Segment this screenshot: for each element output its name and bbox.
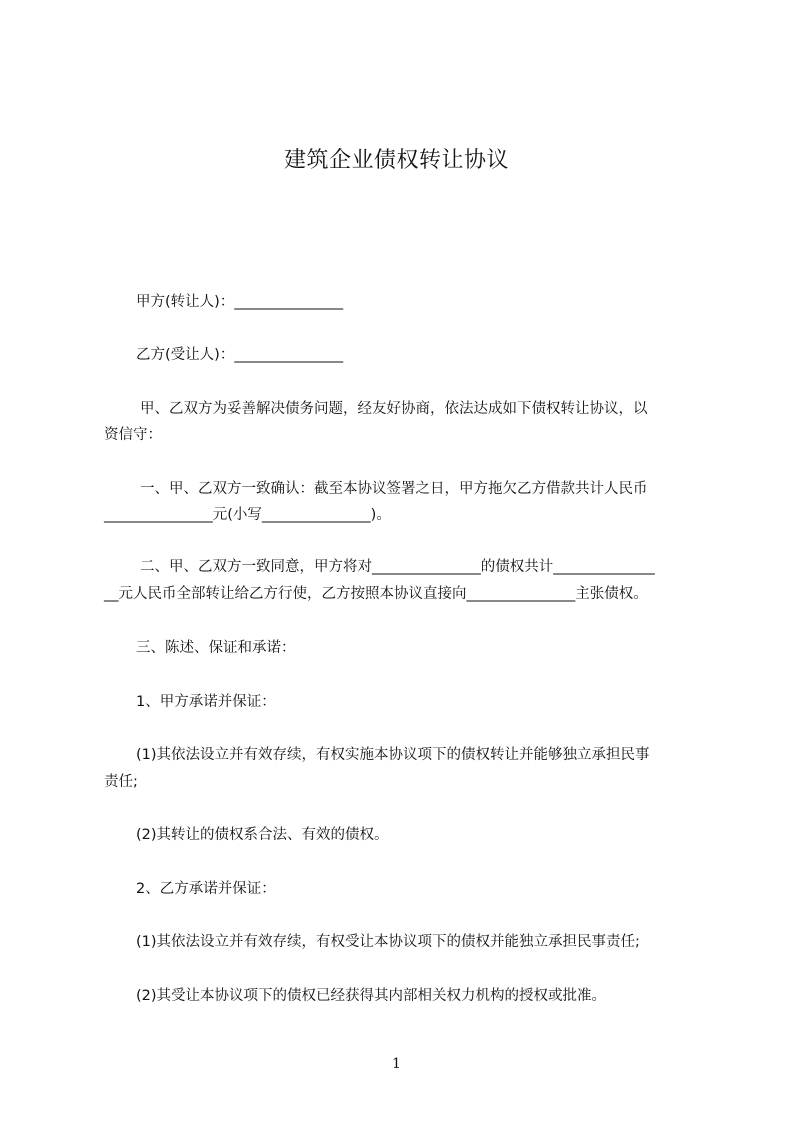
clause-2-line-2: __元人民币全部转让给乙方行使，乙方按照本协议直接向_______________主张债权。 [104,586,648,602]
subsection-1-item-2: (2)其转让的债权系合法、有效的债权。 [136,827,389,843]
page-number: 1 [392,1056,401,1072]
party-a-line: 甲方(转让人)：_______________ [136,294,344,310]
intro-paragraph-line-2: 资信守： [104,427,162,443]
clause-1-line-1: 一、甲、乙双方一致确认：截至本协议签署之日，甲方拖欠乙方借款共计人民币 [140,481,648,497]
subsection-2-item-1: (1)其依法设立并有效存续，有权受让本协议项下的债权并能独立承担民事责任; [136,934,640,950]
document-title: 建筑企业债权转让协议 [283,148,509,173]
subsection-1-item-1-line-1: (1)其依法设立并有效存续，有权实施本协议项下的债权转让并能够独立承担民事 [136,747,650,763]
clause-2-line-1: 二、甲、乙双方一致同意，甲方将对_______________的债权共计______________ [140,559,655,575]
clause-3-heading: 三、陈述、保证和承诺： [136,640,296,656]
subsection-2-heading: 2、乙方承诺并保证： [136,881,276,897]
subsection-1-item-1-line-2: 责任; [104,774,138,790]
clause-1-line-2: _______________元(小写_______________)。 [104,507,391,523]
subsection-2-item-2: (2)其受让本协议项下的债权已经获得其内部相关权力机构的授权或批准。 [136,988,607,1004]
intro-paragraph-line-1: 甲、乙双方为妥善解决债务问题，经友好协商，依法达成如下债权转让协议，以 [140,401,648,417]
party-b-line: 乙方(受让人)：_______________ [136,347,344,363]
subsection-1-heading: 1、甲方承诺并保证： [136,694,276,710]
